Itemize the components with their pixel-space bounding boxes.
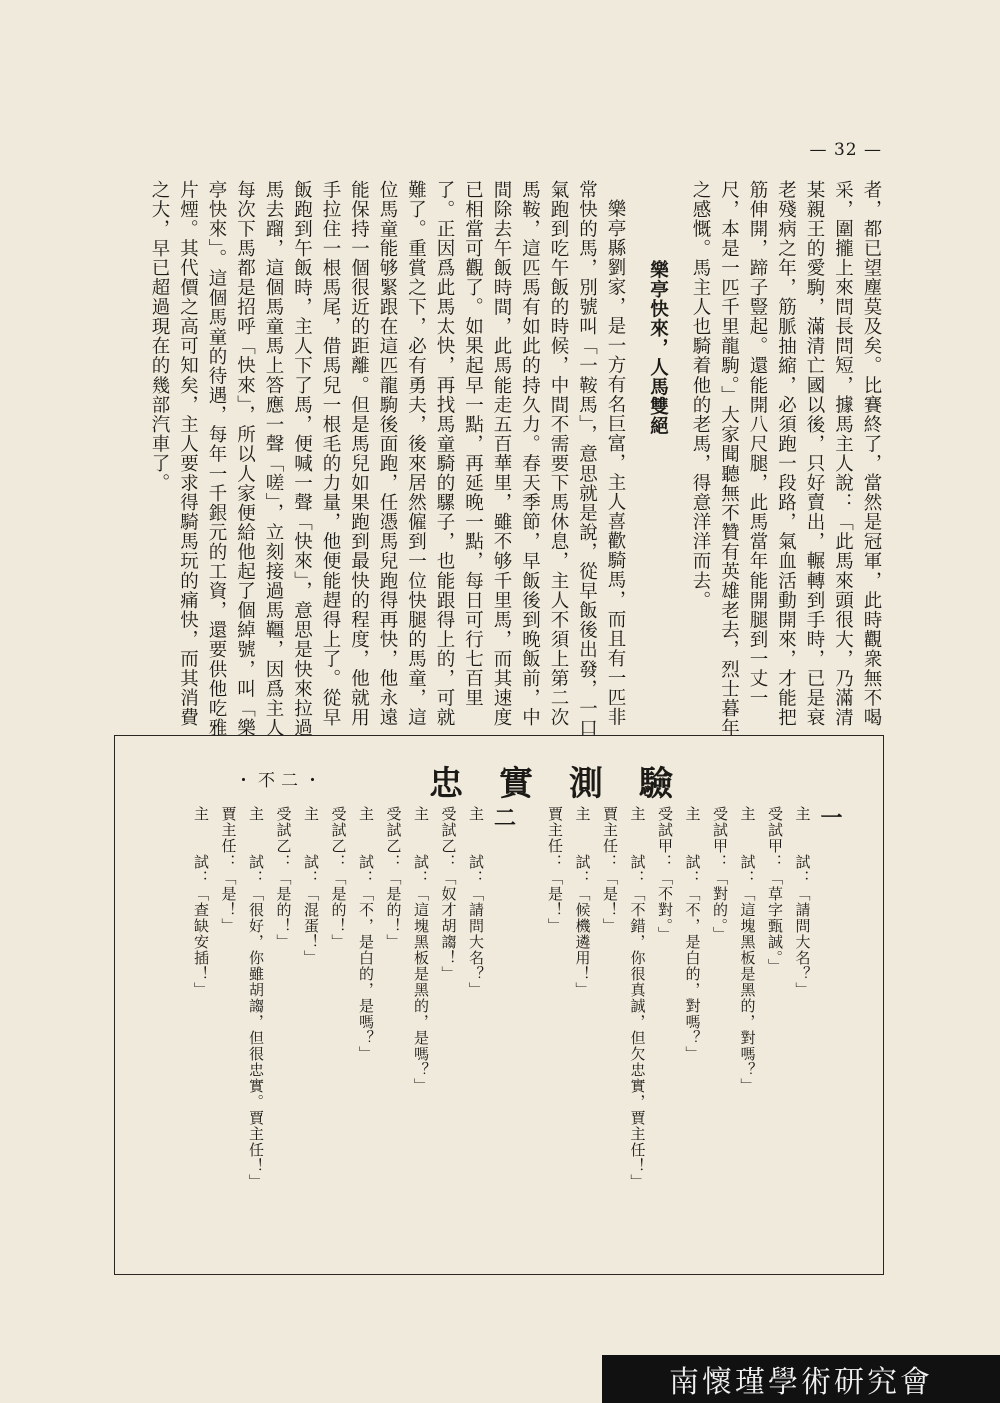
paragraph-end-of-story: 者，都已望塵莫及矣。比賽終了，當然是冠軍，此時觀衆無不喝采，圍攏上來問長問短，據馬主人說：「此馬來頭很大，乃滿清某親王的愛駒，滿清亡國以後，只好賣出，輾轉到手時，已是衰老殘病之年，筋脈抽縮，必須跑一段路，氣血活動開來，才能把筋伸開，蹄子豎起。還能開八尺腿，此馬當年能開腿到一丈一尺，本是一匹千里龍駒。」大家聞聽無不贊有英雄老去，烈士暮年之感慨。馬主人也騎着他的老馬，得意洋洋而去。	[690, 180, 882, 738]
loyalty-test-box	[114, 735, 884, 1275]
dialogue-line: 受試乙：「是的！」	[274, 806, 293, 950]
dialogue-line: 主 試：「請問大名？」	[793, 806, 812, 998]
section-number-2: 二	[490, 806, 517, 829]
article-text	[115, 180, 885, 740]
dialogue-line: 賈主任：「是！」	[219, 806, 238, 934]
dialogue-line: 主 試：「很好，你雖胡謅，但很忠實。賈主任！」	[247, 806, 265, 1190]
dialogue-line: 賈主任：「是！」	[601, 806, 619, 934]
dialogue-line: 受試乙：「是的！」	[329, 806, 348, 950]
section-heading: 樂亭快來，人馬雙絕	[647, 260, 669, 436]
dialogue-line: 主 試：「不錯，你很真誠，但欠忠實，賈主任！」	[628, 806, 647, 1190]
box-title: 忠實測驗	[429, 764, 709, 804]
dialogue-line: 受試乙：「是的！」	[384, 806, 403, 950]
dialogue-line: 受試乙：「奴才胡謅！」	[439, 806, 458, 982]
dialogue-line: 主 試：「查缺安插！」	[192, 806, 210, 998]
dialogue-line: 主 試：「請問大名？」	[467, 806, 485, 998]
dialogue-line: 主 試：「這塊黑板是黑的，是嗎？」	[412, 806, 430, 1094]
footer-watermark-banner: 南懷瑾學術研究會	[602, 1355, 1000, 1403]
dialogue-columns	[187, 806, 844, 1246]
dialogue-line: 受試甲：「對的。」	[711, 806, 729, 943]
dialogue-line: 賈主任：「是！」	[546, 806, 564, 934]
dialogue-line: 主 試：「不，是白的，對嗎？」	[683, 806, 702, 1062]
dialogue-line: 主 試：「混蛋！」	[302, 806, 320, 966]
dialogue-line: 受試甲：「草字甄誠。」	[766, 806, 784, 975]
dialogue-line: 主 試：「這塊黑板是黑的，對嗎？」	[738, 806, 757, 1094]
section-number-1: 一	[817, 806, 843, 829]
paragraph-letting-kuailai: 樂亭縣劉家，是一方有名巨富，主人喜歡騎馬，而且有一匹非常快的馬，別號叫「一鞍馬」，意思就是說，從早飯後出發，一口氣跑到吃午飯的時候，中間不需要下馬休息，主人不須上第二次馬鞍，這匹馬有如此的持久力。春天季節，早飯後到晚飯前，中間除去午飯時間，此馬能走五百華里，雖不够千里馬，而其速度已相當可觀了。如果起早一點，再延晚一點，每日可行七百里了。正因爲此馬太快，再找馬童騎的騾子，也能跟得上的，可就難了。重賞之下，必有勇夫，後來居然僱到一位快腿的馬童，這位馬童能够緊跟在這匹龍駒後面跑，任憑馬兒跑得再快，他永遠能保持一個很近的距離。但是馬兒如果跑到最快的程度，他就用手拉住一根馬尾，借馬兒一根毛的力量，他便能趕得上了。從早飯跑到午飯時，主人下了馬，便喊一聲「快來」，意思是快來拉過馬去蹓，這個馬童馬上答應一聲「嗟」，立刻接過馬韁，因爲主人每次下馬都是招呼「快來」，所以人家便給他起了個綽號，叫「樂亭快來」。這個馬童的待遇，每年一千銀元的工資，還要供他吃雅片煙。其代價之高可知矣，主人要求得騎馬玩的痛快，而其消費之大，早已超過現在的幾部汽車了。	[149, 180, 626, 738]
box-subtitle: ・不二・	[235, 771, 327, 791]
dialogue-line: 主 試：「候機遴用！」	[573, 806, 592, 998]
dialogue-line: 受試甲：「不對。」	[656, 806, 674, 943]
page-number: — 32 —	[809, 140, 882, 160]
section-gap	[517, 806, 541, 1246]
dialogue-line: 主 試：「不，是白的，是嗎？」	[357, 806, 375, 1062]
